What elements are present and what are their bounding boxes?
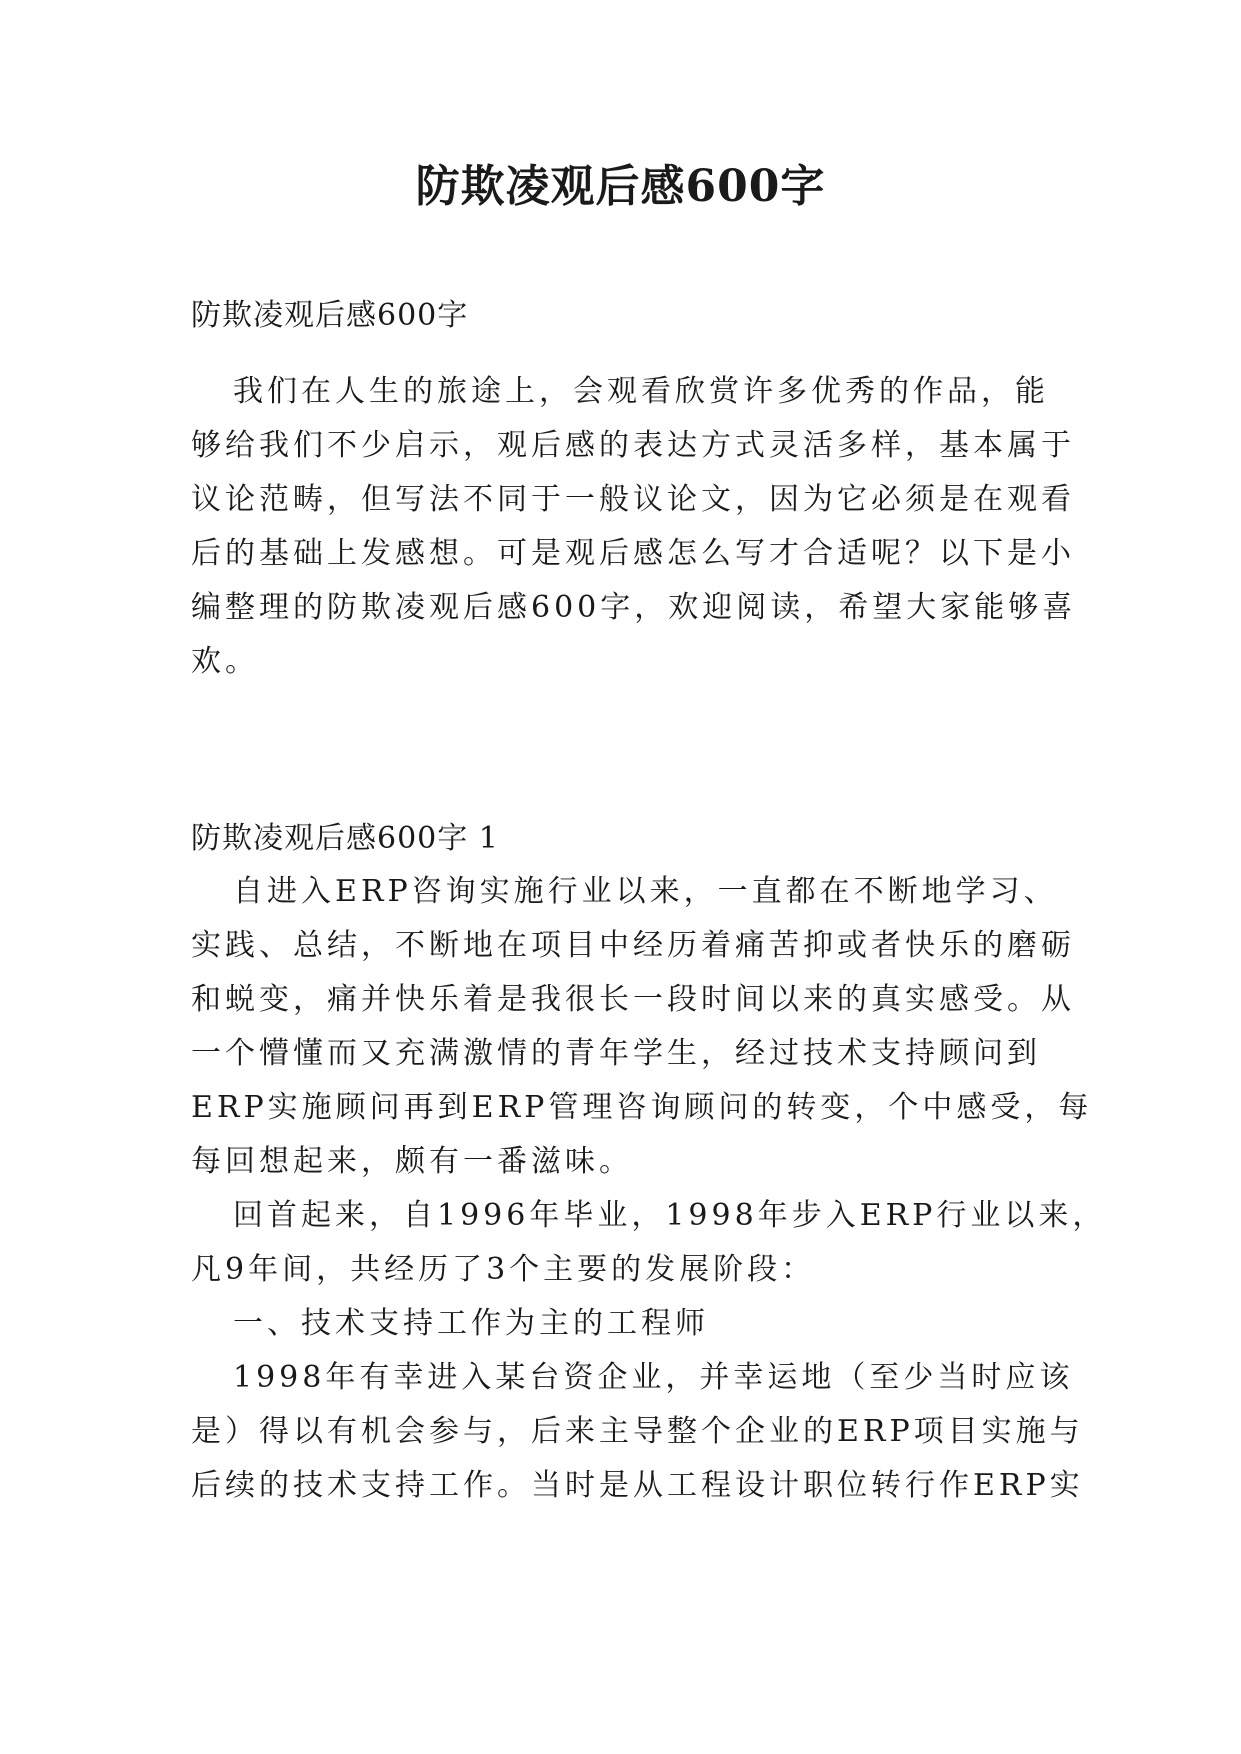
body-line: 凡9年间，共经历了3个主要的发展阶段： <box>191 1252 816 1287</box>
intro-line: 后的基础上发感想。可是观后感怎么写才合适呢？以下是小 <box>191 536 1075 571</box>
body-line: 一、技术支持工作为主的工程师 <box>233 1306 709 1341</box>
body-line: 回首起来，自1996年毕业，1998年步入ERP行业以来， <box>233 1198 1107 1233</box>
body-line: 实践、总结，不断地在项目中经历着痛苦抑或者快乐的磨砺 <box>191 928 1075 963</box>
body-line: 1998年有幸进入某台资企业，并幸运地（至少当时应该 <box>233 1360 1074 1395</box>
intro-line: 够给我们不少启示，观后感的表达方式灵活多样，基本属于 <box>191 428 1075 463</box>
body-line: 是）得以有机会参与，后来主导整个企业的ERP项目实施与 <box>191 1414 1084 1449</box>
body-line: 每回想起来，颇有一番滋味。 <box>191 1144 633 1179</box>
body-line: ERP实施顾问再到ERP管理咨询顾问的转变，个中感受，每 <box>191 1090 1093 1125</box>
section-heading: 防欺凌观后感600字 1 <box>191 821 499 856</box>
intro-line: 编整理的防欺凌观后感600字，欢迎阅读，希望大家能够喜 <box>191 590 1077 625</box>
intro-line: 欢。 <box>191 644 259 679</box>
document-subtitle: 防欺凌观后感600字 <box>191 298 469 333</box>
intro-line: 议论范畴，但写法不同于一般议论文，因为它必须是在观看 <box>191 482 1075 517</box>
body-line: 和蜕变，痛并快乐着是我很长一段时间以来的真实感受。从 <box>191 982 1075 1017</box>
body-line: 自进入ERP咨询实施行业以来，一直都在不断地学习、 <box>233 874 1058 909</box>
intro-line: 我们在人生的旅途上，会观看欣赏许多优秀的作品，能 <box>233 374 1049 409</box>
body-line: 后续的技术支持工作。当时是从工程设计职位转行作ERP实 <box>191 1468 1084 1503</box>
body-line: 一个懵懂而又充满激情的青年学生，经过技术支持顾问到 <box>191 1036 1041 1071</box>
document-title: 防欺凌观后感600字 <box>415 161 826 212</box>
